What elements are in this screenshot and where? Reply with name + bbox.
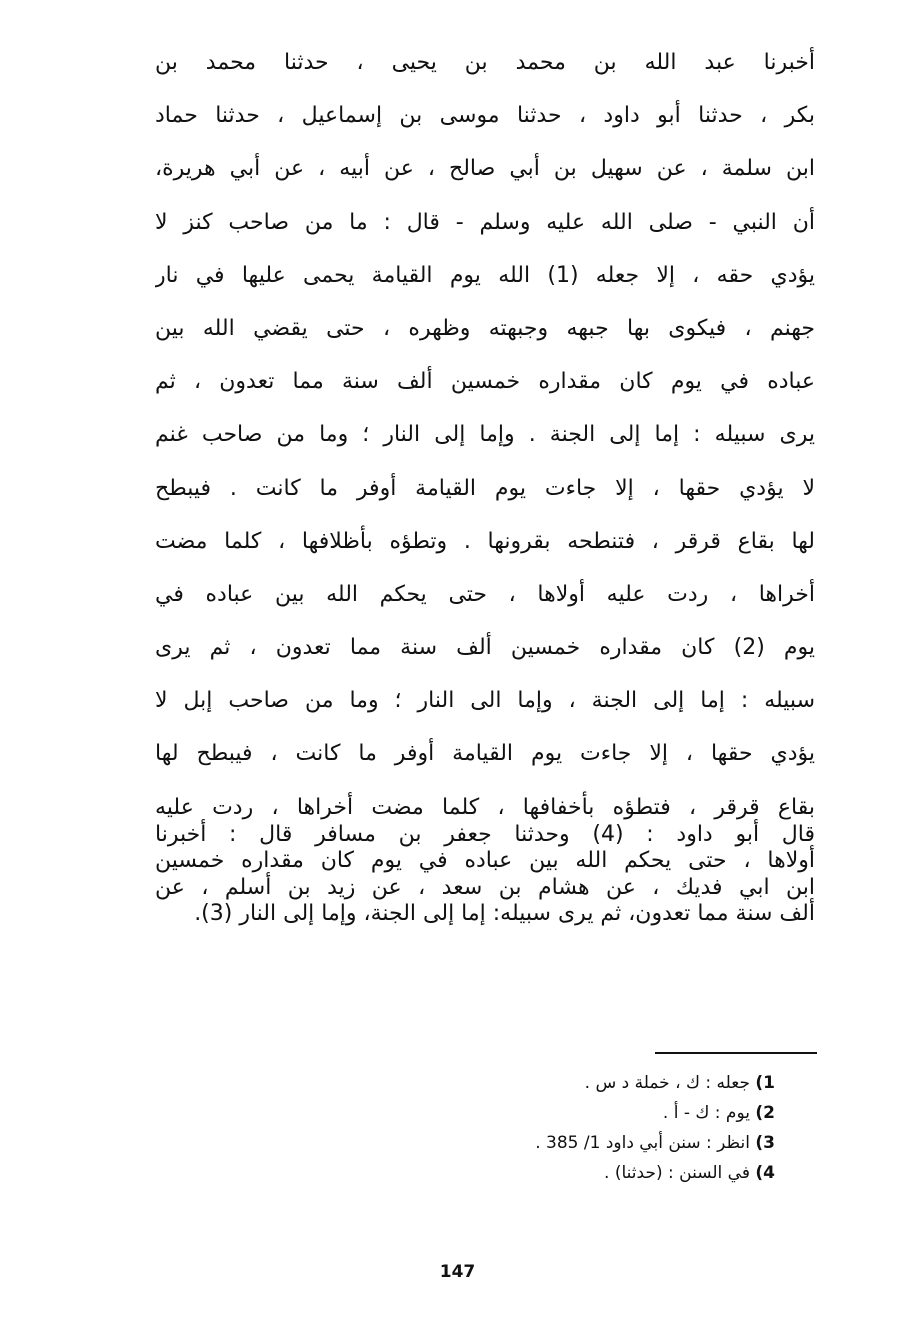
footnote-text: انظر : سنن أبي داود 1/ 385 . <box>535 1133 750 1153</box>
text-line: يرى سبيله : إما إلى الجنة . وإما إلى النار ؛ وما من صاحب غنم <box>155 422 815 448</box>
text-line: يوم (2) كان مقداره خمسين ألف سنة مما تعدون ، ثم يرى <box>155 635 815 661</box>
footnote-number: 3) <box>755 1133 775 1153</box>
text-line: لا يؤدي حقها ، إلا جاءت يوم القيامة أوفر ما كانت . فيبطح <box>155 475 815 501</box>
text-line: ابن سلمة ، عن سهيل بن أبي صالح ، عن أبيه ، عن أبي هريرة، <box>155 156 815 182</box>
footnote-text: يوم : ك - أ . <box>662 1103 750 1123</box>
text-line: أخراها ، ردت عليه أولاها ، حتى يحكم الله بين عباده في <box>155 581 815 607</box>
text-line: ألف سنة مما تعدون، ثم يرى سبيله: إما إلى الجنة، وإما إلى النار (3). <box>194 901 815 926</box>
text-line: ابن ابي فديك ، عن هشام بن سعد ، عن زيد بن أسلم ، عن <box>155 875 815 901</box>
footnote-item <box>420 1098 775 1128</box>
text-line: عباده في يوم كان مقداره خمسين ألف سنة مما تعدون ، ثم <box>155 369 815 395</box>
footnote-item <box>420 1068 775 1098</box>
text-line: جهنم ، فيكوى بها جبهه وجبهته وظهره ، حتى يقضي الله بين <box>155 315 815 341</box>
footnote-item <box>420 1158 775 1188</box>
text-line: يؤدي حقه ، إلا جعله (1) الله يوم القيامة يحمى عليها في نار <box>155 262 815 288</box>
footnote-number: 2) <box>755 1103 775 1123</box>
text-line: يؤدي حقها ، إلا جاءت يوم القيامة أوفر ما كانت ، فيبطح لها <box>155 741 815 767</box>
hadith-paragraph-2 <box>155 808 815 914</box>
text-line: أولاها ، حتى يحكم الله بين عباده في يوم كان مقداره خمسين <box>155 847 815 873</box>
text-line: بقاع قرقر ، فتطؤه بأخفافها ، كلما مضت أخراها ، ردت عليه <box>155 794 815 820</box>
footnote-number: 4) <box>755 1163 775 1183</box>
hadith-paragraph-1 <box>155 36 815 940</box>
footnote-text: في السنن : (حدثنا) . <box>604 1163 750 1183</box>
text-line: قال أبو داود : (4) وحدثنا جعفر بن مسافر قال : أخبرنا <box>155 822 815 847</box>
text-line: بكر ، حدثنا أبو داود ، حدثنا موسى بن إسماعيل ، حدثنا حماد <box>155 103 815 129</box>
footnote-number: 1) <box>755 1073 775 1093</box>
footnote-separator <box>655 1052 817 1054</box>
footnote-text: جعله : ك ، خملة د س . <box>584 1073 750 1093</box>
text-line: لها بقاع قرقر ، فتنطحه بقرونها . وتطؤه بأظلافها ، كلما مضت <box>155 528 815 554</box>
text-line: أخبرنا عبد الله بن محمد بن يحيى ، حدثنا محمد بن <box>155 50 815 75</box>
text-line: أن النبي - صلى الله عليه وسلم - قال : ما من صاحب كنز لا <box>155 209 815 235</box>
page-number: 147 <box>439 1262 476 1282</box>
footnotes <box>420 1068 775 1188</box>
footnote-item <box>420 1128 775 1158</box>
text-line: سبيله : إما إلى الجنة ، وإما الى النار ؛ وما من صاحب إبل لا <box>155 688 815 714</box>
